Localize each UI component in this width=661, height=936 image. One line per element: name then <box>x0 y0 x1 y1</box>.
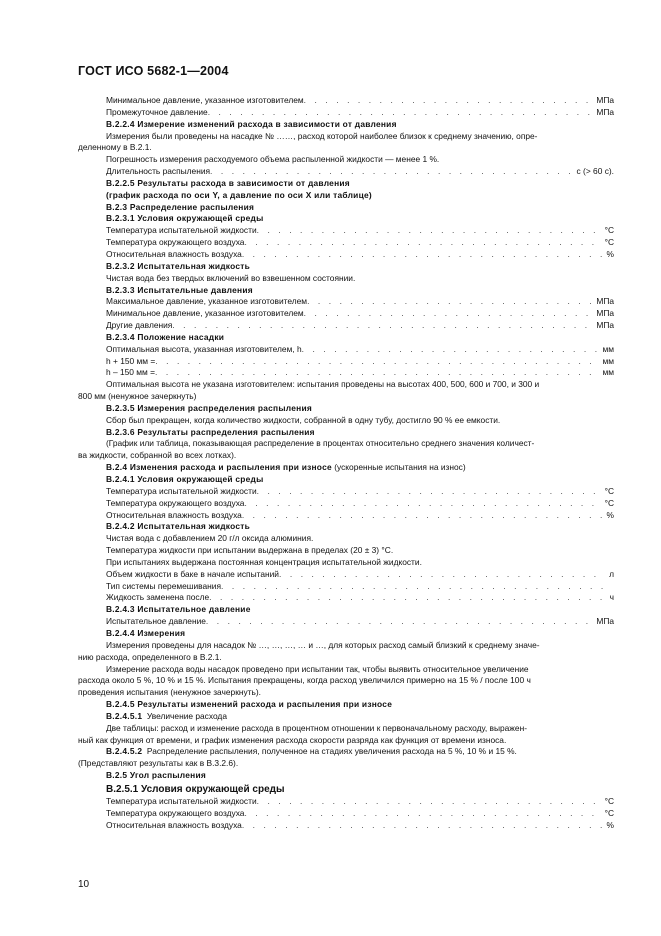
dotted-field-line <box>106 107 614 119</box>
field-label: Температура окружающего воздуха <box>106 237 245 248</box>
field-label: Объем жидкости в баке в начале испытаний <box>106 568 279 579</box>
leader-dots <box>279 569 605 581</box>
field-unit: °С <box>604 807 614 818</box>
leader-dots <box>155 367 598 379</box>
field-label: Испытательное давление <box>106 616 206 627</box>
dotted-field-line <box>106 592 614 604</box>
field-label: Температура испытательной жидкости <box>106 485 257 496</box>
section-text: Увеличение расхода <box>142 710 227 721</box>
section-heading: В.2.3.6 Результаты распределения распыления <box>106 426 315 437</box>
field-unit: °С <box>604 795 614 806</box>
section-heading: В.2.3.3 Испытательные давления <box>106 284 253 295</box>
field-unit: мм <box>602 343 614 354</box>
field-label: Другие давления <box>106 320 173 331</box>
dotted-field-line <box>106 510 614 522</box>
leader-dots <box>244 498 600 510</box>
dotted-field-line <box>106 166 614 178</box>
dotted-field-line <box>106 616 614 628</box>
field-label: Оптимальная высота, указанная изготовителем, h <box>106 343 302 354</box>
field-unit: МПа <box>596 320 614 331</box>
leader-dots <box>242 510 603 522</box>
leader-dots <box>242 249 603 261</box>
dotted-field-line <box>106 225 614 237</box>
paragraph-line: Чистая вода без твердых включений во взвешенном состоянии. <box>106 272 356 283</box>
document-body <box>78 95 614 831</box>
section-text: Распределение распыления, полученное на стадиях увеличения расхода на 5 %, 10 % и 15 %. <box>142 746 517 757</box>
dotted-field-line <box>106 320 614 332</box>
leader-dots <box>302 344 599 356</box>
leader-dots <box>221 581 610 593</box>
paragraph-line: Сбор был прекращен, когда количество жидкости, собранной в одну тубу, достигло 90 % ее емкости. <box>106 414 501 425</box>
leader-dots <box>172 320 592 332</box>
page-number: 10 <box>78 879 90 890</box>
field-unit: с (> 60 с). <box>576 166 614 177</box>
field-label: Относительная влажность воздуха <box>106 819 242 830</box>
document-header: ГОСТ ИСО 5682-1—2004 <box>78 64 229 78</box>
field-label: Минимальное давление, указанное изготовителем <box>106 308 304 319</box>
leader-dots <box>307 296 592 308</box>
dotted-field-line <box>106 237 614 249</box>
paragraph-line: Измерения были проведены на насадке № ……, расход которой наиболее близок к среднему значению, опре- <box>106 130 538 141</box>
leader-dots <box>209 592 605 604</box>
field-unit: % <box>606 819 614 830</box>
field-unit <box>610 581 614 593</box>
section-heading-line <box>106 462 614 474</box>
field-unit: °С <box>604 485 614 496</box>
section-heading: В.2.4.2 Испытательная жидкость <box>106 521 251 532</box>
dotted-field-line <box>106 367 614 379</box>
leader-dots <box>257 796 601 808</box>
dotted-field-line <box>106 486 614 498</box>
section-heading: В.2.3.2 Испытательная жидкость <box>106 260 251 271</box>
paragraph-line: При испытаниях выдержана постоянная концентрация испытательной жидкости. <box>106 556 422 567</box>
dotted-field-line <box>106 249 614 261</box>
section-heading: В.2.3.4 Положение насадки <box>106 331 225 342</box>
leader-dots <box>244 808 600 820</box>
field-label: Длительность распыления <box>106 166 211 177</box>
dotted-field-line <box>106 498 614 510</box>
section-heading: В.2.2.4 Измерение изменений расхода в зависимости от давления <box>106 118 397 129</box>
paragraph-line: Измерение расхода воды насадок проведено при испытании так, чтобы выявить относительное увеличение <box>106 663 529 674</box>
field-label: Минимальное давление, указанное изготовителем <box>106 95 304 105</box>
section-heading: В.2.4.5 Результаты изменений расхода и распыления при износе <box>106 699 393 710</box>
paragraph-line: (График или таблица, показывающая распределение в процентах относительно среднего значения количест- <box>106 438 535 449</box>
leader-dots <box>155 356 598 368</box>
dotted-field-line <box>106 344 614 356</box>
paragraph-continuation: ный как функция от времени, и график изменения расхода скорости разряда как функция от времени износа. <box>78 734 507 745</box>
section-heading: (график расхода по оси Y, а давление по оси X или таблице) <box>106 189 372 200</box>
section-heading: В.2.5.1 Условия окружающей среды <box>106 783 285 795</box>
field-unit: % <box>606 509 614 520</box>
dotted-field-line <box>106 95 614 107</box>
field-label: Жидкость заменена после <box>106 592 210 603</box>
leader-dots <box>244 237 600 249</box>
paragraph-continuation: (Представляют результаты как в В.3.2.6). <box>78 758 239 769</box>
paragraph-line: Две таблицы: расход и изменение расхода в процентном отношении к первоначальному расходу, выражен- <box>106 722 527 733</box>
section-heading: В.2.4.5.1 <box>106 710 143 721</box>
field-label: Температура окружающего воздуха <box>106 807 245 818</box>
section-heading: В.2.4.1 Условия окружающей среды <box>106 474 264 484</box>
leader-dots <box>206 616 592 628</box>
field-label: Температура окружающего воздуха <box>106 497 245 508</box>
field-unit: МПа <box>596 308 614 319</box>
paragraph-line: Погрешность измерения расходуемого объема распыленной жидкости — менее 1 %. <box>106 154 440 165</box>
leader-dots <box>210 166 572 178</box>
field-unit: °С <box>604 225 614 236</box>
leader-dots <box>242 820 603 832</box>
leader-dots <box>304 95 593 107</box>
paragraph-line: Оптимальная высота не указана изготовителем: испытания проведены на высотах 400, 500, 600 и 700, и 300 и <box>106 379 540 390</box>
paragraph-continuation: проведения испытания (ненужное зачеркнуть). <box>78 687 262 698</box>
leader-dots <box>208 107 593 119</box>
dotted-field-line <box>106 808 614 820</box>
dotted-field-line <box>106 796 614 808</box>
section-heading: В.2.3.5 Измерения распределения распыления <box>106 402 312 413</box>
leader-dots <box>257 225 601 237</box>
field-label: Тип системы перемешивания <box>106 580 222 591</box>
paragraph-line: Температура жидкости при испытании выдержана в пределах (20 ± 3) °С. <box>106 545 394 556</box>
dotted-field-line <box>106 296 614 308</box>
field-label: h – 150 мм = <box>106 367 156 378</box>
field-label: Максимальное давление, указанное изготовителем <box>106 296 308 307</box>
field-unit: МПа <box>596 106 614 117</box>
section-heading: В.2.4 Изменения расхода и распыления при износе <box>106 462 332 473</box>
dotted-field-line <box>106 356 614 368</box>
field-unit: мм <box>602 355 614 366</box>
dotted-field-line <box>106 569 614 581</box>
section-heading: В.2.3 Распределение распыления <box>106 201 255 212</box>
section-text: (ускоренные испытания на износ) <box>331 462 466 473</box>
field-unit: МПа <box>596 296 614 307</box>
field-unit: % <box>606 248 614 259</box>
field-unit: л <box>609 568 614 579</box>
dotted-field-line <box>106 308 614 320</box>
field-label: Промежуточное давление <box>106 106 208 117</box>
field-label: Относительная влажность воздуха <box>106 248 242 259</box>
paragraph-line: Измерения проведены для насадок № …, …, …, … и …, для которых расход самый близкий к среднему значе- <box>106 639 540 650</box>
paragraph-continuation: деленному в В.2.1. <box>78 142 152 153</box>
field-unit: МПа <box>596 616 614 627</box>
leader-dots <box>304 308 593 320</box>
field-label: Относительная влажность воздуха <box>106 509 242 520</box>
paragraph-continuation: 800 мм (ненужное зачеркнуть) <box>78 391 197 402</box>
dotted-field-line <box>106 820 614 832</box>
leader-dots <box>257 486 601 498</box>
dotted-field-line <box>106 581 614 593</box>
section-heading: В.2.5 Угол распыления <box>106 770 207 781</box>
field-label: Температура испытательной жидкости <box>106 795 257 806</box>
paragraph-continuation: нию расхода, определенного в В.2.1. <box>78 651 222 662</box>
paragraph-continuation: ва жидкости, собранной во всех лотках). <box>78 450 237 461</box>
section-heading: В.2.4.5.2 <box>106 746 143 757</box>
field-unit: МПа <box>596 95 614 105</box>
section-heading: В.2.4.4 Измерения <box>106 627 186 638</box>
section-heading: В.2.2.5 Результаты расхода в зависимости от давления <box>106 177 350 188</box>
section-heading-line <box>106 746 614 758</box>
field-unit: ч <box>609 592 614 603</box>
paragraph-continuation: расхода около 5 %, 10 % и 15 %. Испытания прекращены, когда расход увеличился примерно на 15 % / после 100 ч <box>78 675 531 686</box>
paragraph-line: Чистая вода с добавлением 20 г/л оксида алюминия. <box>106 533 314 544</box>
field-unit: мм <box>602 367 614 378</box>
field-label: Температура испытательной жидкости <box>106 225 257 236</box>
section-heading: В.2.3.1 Условия окружающей среды <box>106 213 264 224</box>
field-label: h + 150 мм = <box>106 355 156 366</box>
section-heading-line <box>106 711 614 723</box>
field-unit: °С <box>604 497 614 508</box>
section-heading: В.2.4.3 Испытательное давление <box>106 604 251 615</box>
field-unit: °С <box>604 237 614 248</box>
